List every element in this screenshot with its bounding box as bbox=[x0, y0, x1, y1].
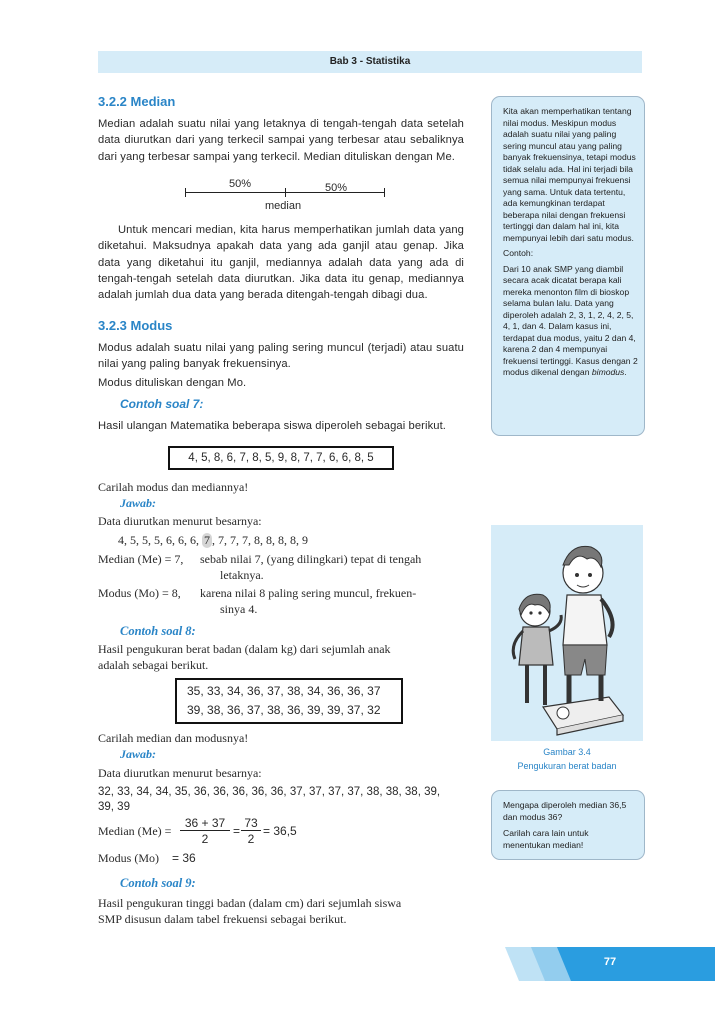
diagram-median-label: median bbox=[265, 200, 302, 212]
sorted-after: , 7, 7, 7, 8, 8, 8, 8, 9 bbox=[212, 533, 308, 547]
modus-paragraph-1 bbox=[98, 340, 464, 373]
sidebar-question-text bbox=[503, 800, 638, 851]
example7-modus-reason-1: karena nilai 8 paling sering muncul, frekuen- bbox=[200, 586, 417, 600]
modus-paragraph-2 bbox=[98, 375, 464, 391]
example7-question: Carilah modus dan mediannya! bbox=[98, 480, 249, 494]
sidebar-example-end: . bbox=[624, 367, 627, 377]
fraction-2-denominator: 2 bbox=[247, 832, 255, 846]
fraction-1-numerator: 36 + 37 bbox=[180, 816, 230, 831]
fraction-2-numerator: 73 bbox=[241, 816, 261, 831]
example8-median-label: Median (Me) = bbox=[98, 824, 172, 838]
median-explanation: Untuk mencari median, kita harus memperhatikan jumlah data yang diketahui. Maksudnya apakah data yang ada ganjil atau genap. Jika data yang diketahui itu ganjil, mediannya adalah data yang ada di tengah-tengah setelah data diurutkan. Jika data itu genap, mediannya adalah jumlah dua data yang berada ditengah-tengah dibagi dua. bbox=[98, 224, 464, 302]
sidebar-example-label: Contoh: bbox=[503, 248, 534, 258]
sorted-before: 4, 5, 5, 5, 6, 6, 6, bbox=[118, 533, 199, 547]
sidebar-question-1: Mengapa diperoleh median 36,5 dan modus 36? bbox=[503, 800, 627, 822]
scale-icon bbox=[543, 697, 623, 735]
example7-intro-block bbox=[98, 418, 464, 434]
example8-median-result: = 36,5 bbox=[263, 824, 297, 838]
median-diagram bbox=[185, 180, 385, 216]
modus-heading: 3.2.3 Modus bbox=[98, 318, 173, 333]
sidebar-example-body: Dari 10 anak SMP yang diambil secara acak dicatat berapa kali mereka menonton film di bioskop selama bulan lalu. Data yang diperoleh adalah 2, 3, 1, 2, 4, 2, 5, 4, 1, dan 4. Dalam kasus ini, terdapat dua modus, yaitu 2 dan 4, karena 2 dan 4 mempunyai frekuensi tertinggi. Kasus dengan 2 modus dikenal dengan bbox=[503, 263, 638, 377]
fraction-1-denominator: 2 bbox=[201, 832, 209, 846]
example7-sorted-intro: Data diurutkan menurut besarnya: bbox=[98, 514, 262, 528]
example8-answer-label: Jawab: bbox=[120, 747, 156, 761]
circled-median-value: 7 bbox=[204, 533, 210, 547]
page-number: 77 bbox=[603, 956, 617, 968]
example9-intro-2: SMP disusun dalam tabel frekuensi sebagai berikut. bbox=[98, 912, 347, 926]
example8-data-row-2: 39, 38, 36, 37, 38, 36, 39, 39, 37, 32 bbox=[187, 703, 381, 717]
sidebar-bimodus-term: bimodus bbox=[591, 367, 625, 377]
example7-modus-reason-2: sinya 4. bbox=[220, 602, 258, 616]
tall-boy-figure bbox=[563, 546, 613, 703]
diagram-left-percent: 50% bbox=[229, 178, 252, 190]
example8-intro-2: adalah sebagai berikut. bbox=[98, 658, 209, 672]
example8-title: Contoh soal 8: bbox=[120, 624, 196, 638]
figure-panel bbox=[491, 525, 643, 741]
example8-sorted-intro: Data diurutkan menurut besarnya: bbox=[98, 766, 262, 780]
example7-median-label: Median (Me) = 7, bbox=[98, 552, 184, 566]
example8-modus-label: Modus (Mo) bbox=[98, 851, 160, 865]
example9-title: Contoh soal 9: bbox=[120, 876, 196, 890]
example8-sorted-2: 39, 39 bbox=[98, 801, 130, 813]
example8-equals: = bbox=[233, 824, 241, 838]
chapter-header: Bab 3 - Statistika bbox=[329, 56, 411, 67]
example7-title: Contoh soal 7: bbox=[120, 397, 204, 411]
fraction-1 bbox=[180, 816, 230, 847]
sidebar-note-text bbox=[503, 106, 638, 379]
figure-caption-number: Gambar 3.4 bbox=[543, 747, 591, 757]
example7-answer-label: Jawab: bbox=[120, 496, 156, 510]
modus-notation: Modus dituliskan dengan Mo. bbox=[98, 377, 247, 389]
example7-sorted-data bbox=[118, 533, 308, 548]
modus-definition: Modus adalah suatu nilai yang paling sering muncul (terjadi) atau suatu nilai yang paling banyak frekuensinya. bbox=[98, 342, 464, 371]
example8-modus-result: = 36 bbox=[172, 851, 196, 865]
example7-median-reason-1: sebab nilai 7, (yang dilingkari) tepat di tengah bbox=[200, 552, 422, 566]
sidebar-question-2: Carilah cara lain untuk menentukan median! bbox=[503, 828, 589, 850]
example7-data-box: 4, 5, 8, 6, 7, 8, 5, 9, 8, 7, 7, 6, 6, 8, 5 bbox=[168, 446, 394, 470]
sidebar-example-text bbox=[503, 264, 638, 379]
example9-intro-1: Hasil pengukuran tinggi badan (dalam cm) dari sejumlah siswa bbox=[98, 896, 402, 910]
fraction-2 bbox=[241, 816, 261, 847]
median-heading: 3.2.2 Median bbox=[98, 94, 176, 109]
example8-data-box bbox=[175, 678, 403, 724]
median-paragraph-2 bbox=[98, 222, 464, 303]
small-girl-figure bbox=[513, 594, 561, 705]
example8-sorted-1: 32, 33, 34, 34, 35, 36, 36, 36, 36, 36, 37, 37, 37, 37, 38, 38, 38, 39, bbox=[98, 786, 441, 798]
diagram-right-percent: 50% bbox=[325, 182, 348, 194]
median-definition: Median adalah suatu nilai yang letaknya di tengah-tengah data setelah data diurutkan dari yang terkecil sampai yang terbesar atau sebaliknya dari yang terbesar sampai yang terkecil. Median dituliskan dengan Me. bbox=[98, 118, 464, 163]
example7-modus-label: Modus (Mo) = 8, bbox=[98, 586, 181, 600]
figure-caption-title: Pengukuran berat badan bbox=[517, 761, 617, 771]
sidebar-modus-explanation: Kita akan memperhatikan tentang nilai modus. Meskipun modus adalah suatu nilai yang paling sering muncul atau yang paling banyak frekuensinya, tetapi modus tidak selalu ada. Hal ini terjadi bila semua nilai mempunyai frekuensi yang sama. Untuk data tertentu, ada kemungkinan terdapat beberapa nilai dengan frekuensi tertinggi dan dalam hal ini, kita mempunyai lebih dari satu modus. bbox=[503, 106, 636, 243]
median-paragraph-1 bbox=[98, 116, 464, 165]
example8-question: Carilah median dan modusnya! bbox=[98, 731, 249, 745]
example7-median-reason-2: letaknya. bbox=[220, 568, 264, 582]
illustration-two-children-on-scale bbox=[491, 525, 643, 741]
example8-intro-1: Hasil pengukuran berat badan (dalam kg) dari sejumlah anak bbox=[98, 642, 391, 656]
example8-data-row-1: 35, 33, 34, 36, 37, 38, 34, 36, 36, 37 bbox=[187, 684, 381, 698]
example7-intro: Hasil ulangan Matematika beberapa siswa diperoleh sebagai berikut. bbox=[98, 420, 447, 432]
